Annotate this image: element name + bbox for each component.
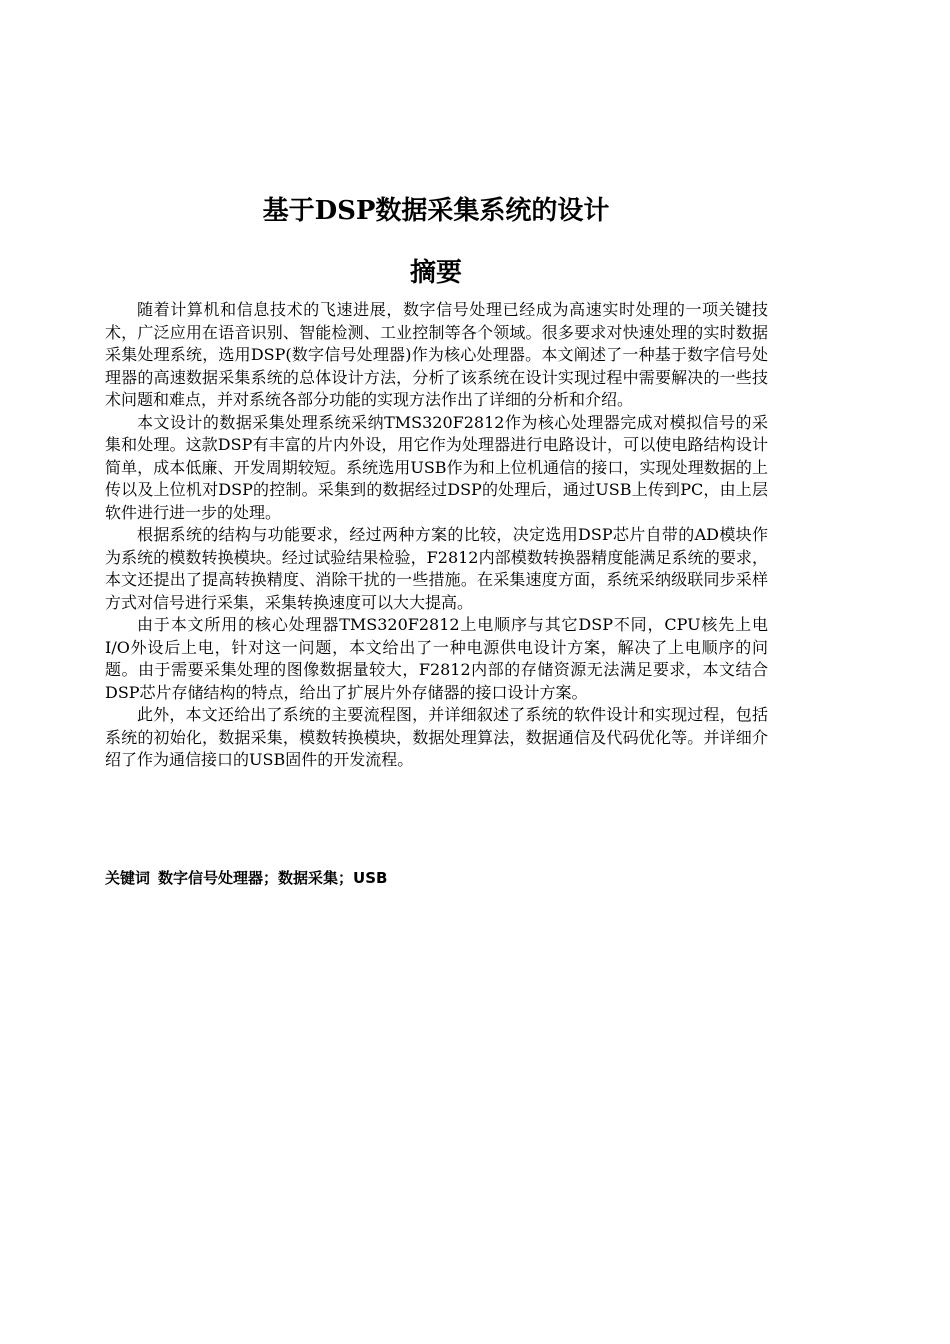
abstract-body xyxy=(105,299,768,772)
abstract-paragraph: 由于本文所用的核心处理器TMS320F2812上电顺序与其它DSP不同，CPU核先上电I/O外设后上电，针对这一问题，本文给出了一种电源供电设计方案，解决了上电顺序的问题。由于需要采集处理的图像数据量较大，F2812内部的存储资源无法满足要求，本文结合DSP芯片存储结构的特点，给出了扩展片外存储器的接口设计方案。 xyxy=(105,615,768,702)
keywords-text: 数字信号处理器；数据采集；USB xyxy=(158,869,388,887)
abstract-paragraph: 根据系统的结构与功能要求，经过两种方案的比较，决定选用DSP芯片自带的AD模块作为系统的模数转换模块。经过试验结果检验，F2812内部模数转换器精度能满足系统的要求，本文还提出了提高转换精度、消除干扰的一些措施。在采集速度方面，系统采纳级联同步采样方式对信号进行采集，采集转换速度可以大大提高。 xyxy=(105,525,768,612)
abstract-paragraph: 此外，本文还给出了系统的主要流程图，并详细叙述了系统的软件设计和实现过程，包括系统的初始化，数据采集，模数转换模块，数据处理算法，数据通信及代码优化等。并详细介绍了作为通信接口的USB固件的开发流程。 xyxy=(105,705,768,769)
abstract-paragraph: 本文设计的数据采集处理系统采纳TMS320F2812作为核心处理器完成对模拟信号的采集和处理。这款DSP有丰富的片内外设，用它作为处理器进行电路设计，可以使电路结构设计简单，成本低廉、开发周期较短。系统选用USB作为和上位机通信的接口，实现处理数据的上传以及上位机对DSP的控制。采集到的数据经过DSP的处理后，通过USB上传到PC，由上层软件进行进一步的处理。 xyxy=(105,412,768,522)
abstract-paragraph: 随着计算机和信息技术的飞速进展，数字信号处理已经成为高速实时处理的一项关键技术，广泛应用在语音识别、智能检测、工业控制等各个领域。很多要求对快速处理的实时数据采集处理系统，选用DSP(数字信号处理器)作为核心处理器。本文阐述了一种基于数字信号处理器的高速数据采集系统的总体设计方法，分析了该系统在设计实现过程中需要解决的一些技术问题和难点，并对系统各部分功能的实现方法作出了详细的分析和介绍。 xyxy=(105,300,768,409)
paper-title: 基于DSP数据采集系统的设计 xyxy=(262,196,610,226)
keywords-line xyxy=(105,867,768,889)
abstract-heading: 摘要 xyxy=(409,258,462,288)
keywords-label: 关键词 xyxy=(105,869,151,887)
